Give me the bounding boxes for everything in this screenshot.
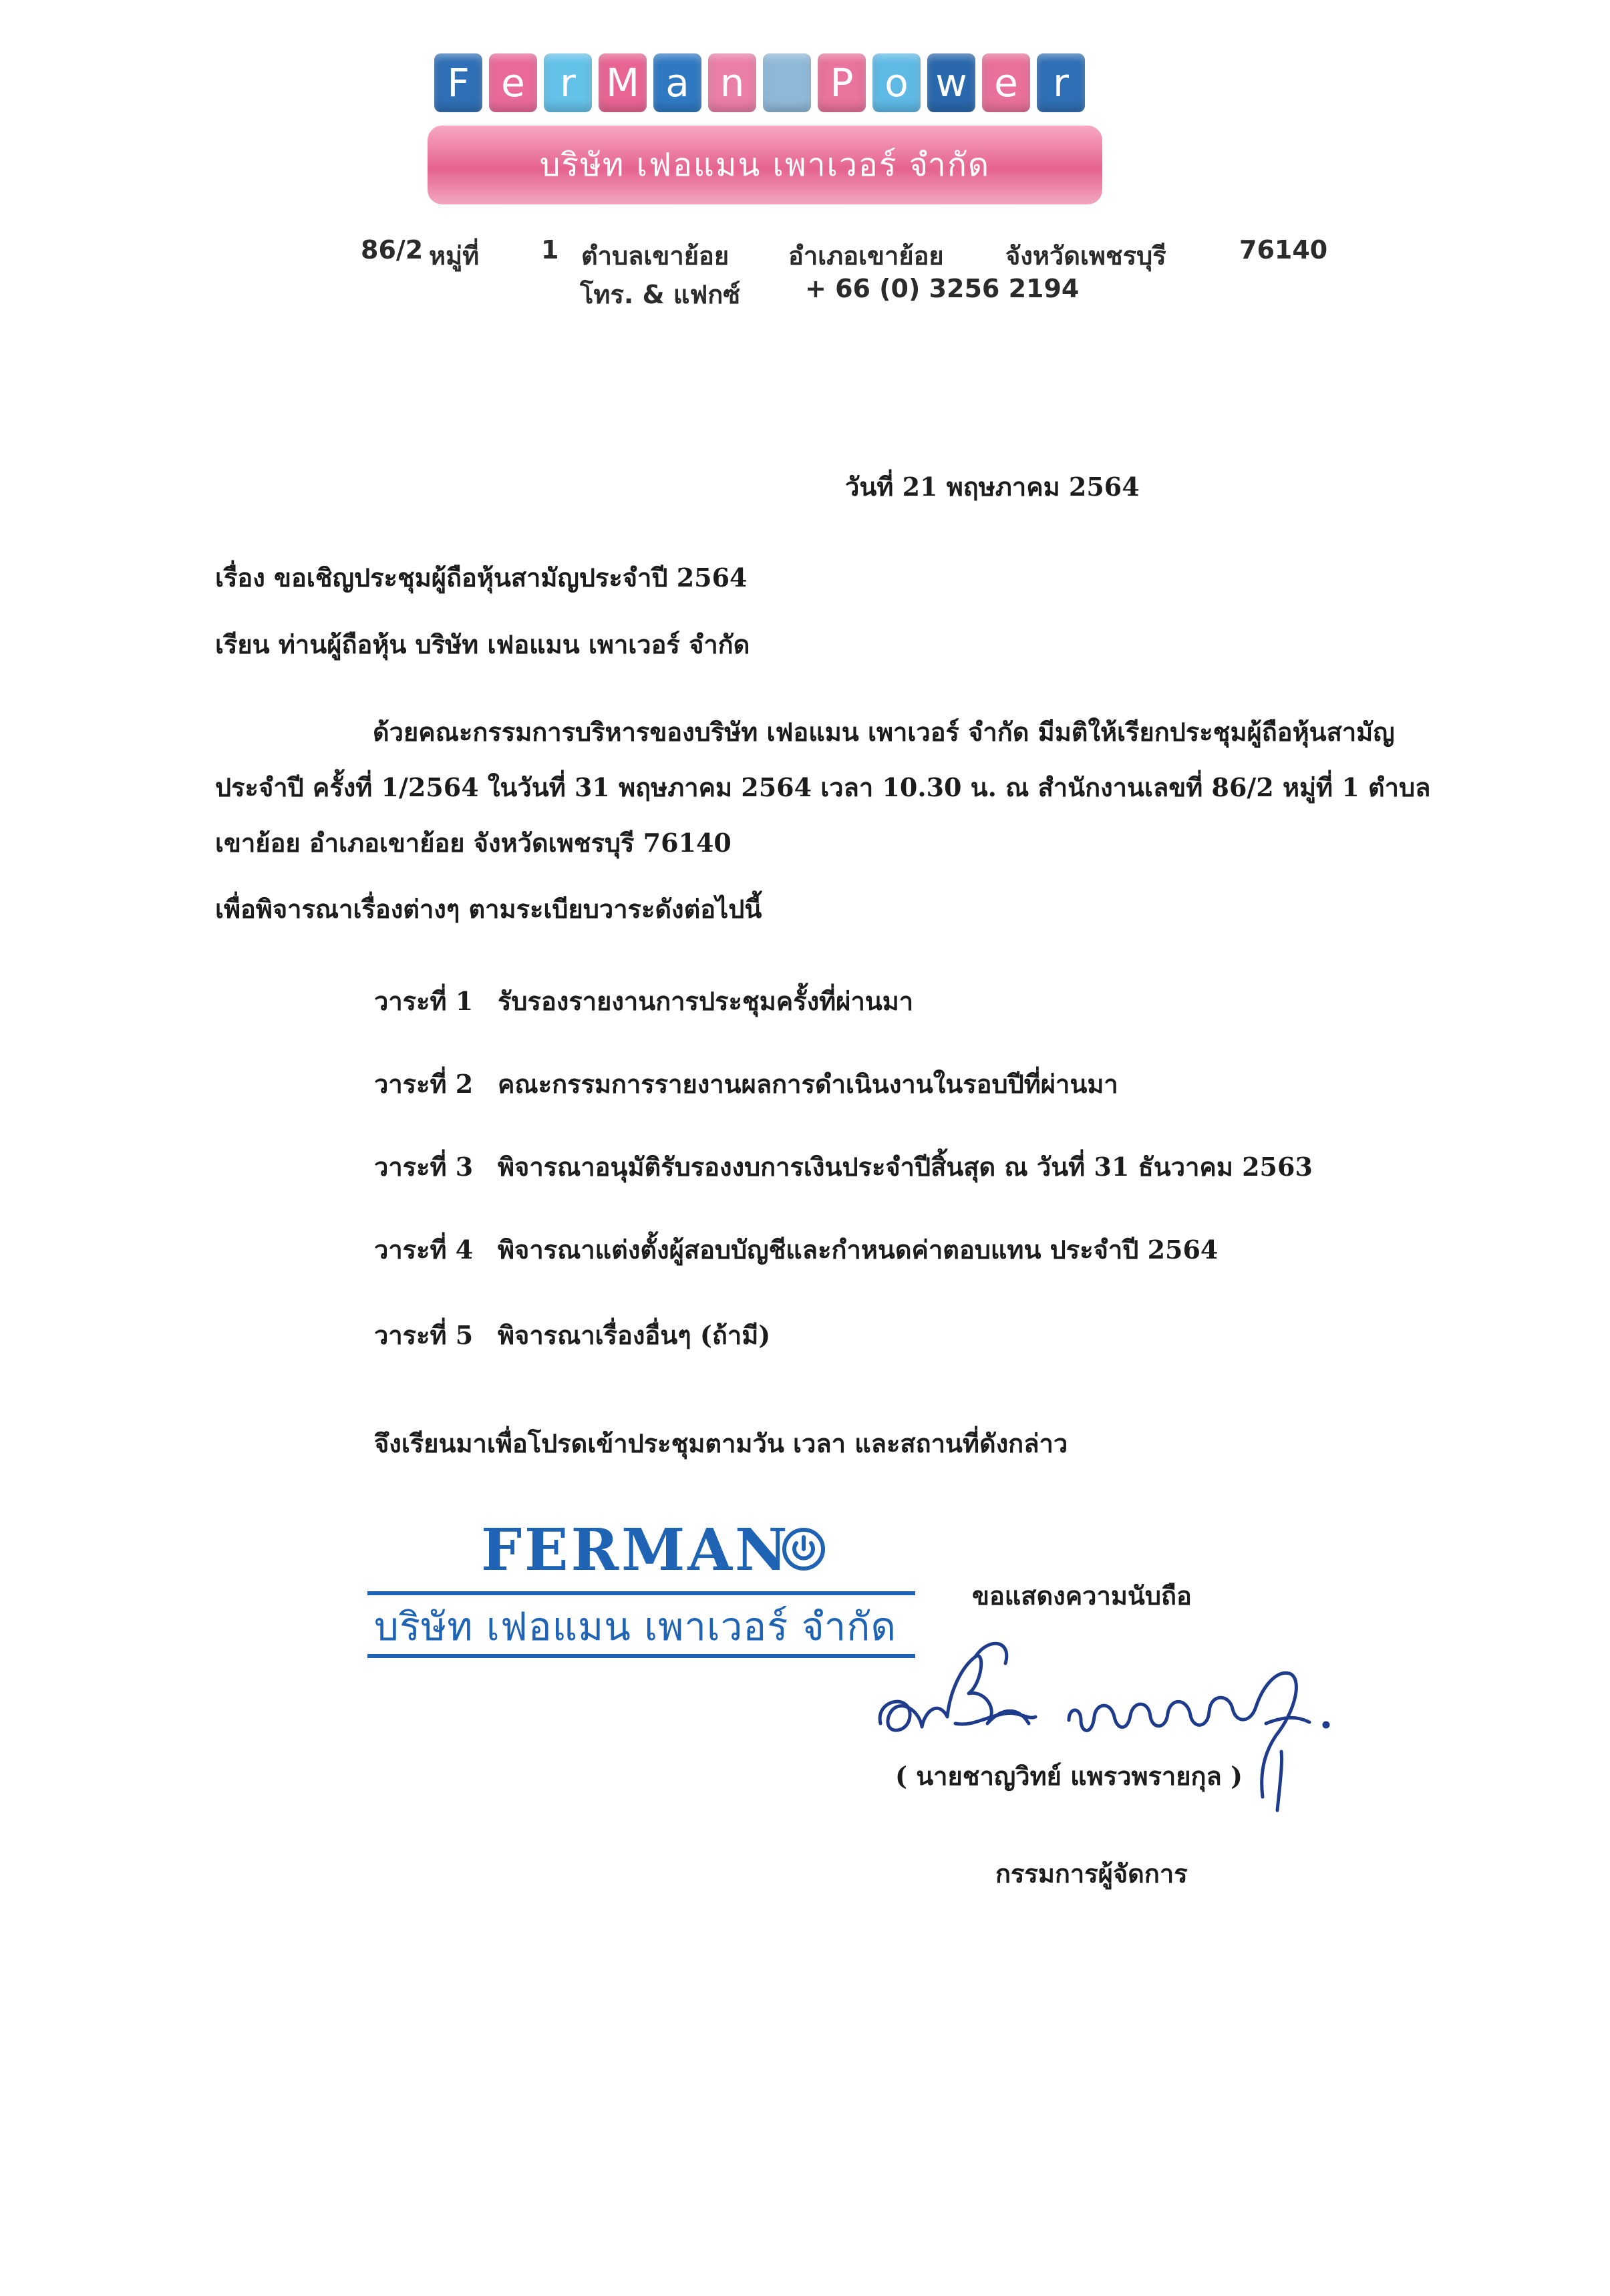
letter-recipient: เรียน ท่านผู้ถือหุ้น บริษัท เฟอแมน เพาเวอร์ จำกัด xyxy=(215,629,750,659)
address-moo: 1 xyxy=(541,235,559,265)
company-stamp xyxy=(367,1516,922,1670)
letter-subject: เรื่อง ขอเชิญประชุมผู้ถือหุ้นสามัญประจำปี 2564 xyxy=(215,562,748,593)
contact-label: โทร. & แฟกซ์ xyxy=(580,280,741,309)
logo-letter-tile: e xyxy=(489,53,537,112)
closing-sentence: จึงเรียนมาเพื่อโปรดเข้าประชุมตามวัน เวลา และสถานที่ดังกล่าว xyxy=(374,1428,1068,1458)
handwritten-signature xyxy=(868,1556,1349,1850)
agenda-label: วาระที่ 1 xyxy=(374,986,474,1016)
address-district: อำเภอเขาย้อย xyxy=(788,241,944,271)
logo-company-name: บริษัท เฟอแมน เพาเวอร์ จำกัด xyxy=(428,126,1102,204)
address-subdistrict: ตำบลเขาย้อย xyxy=(581,241,730,271)
body-line: เขาย้อย อำเภอเขาย้อย จังหวัดเพชรบุรี 76140 xyxy=(215,828,732,858)
signer-name: ( นายชาญวิทย์ แพรวพรายกุล ) xyxy=(895,1761,1243,1791)
regards: ขอแสดงความนับถือ xyxy=(972,1581,1192,1611)
stamp-brand: FERMAN xyxy=(481,1516,790,1584)
logo-letter-tiles xyxy=(434,53,1096,120)
agenda-label: วาระที่ 5 xyxy=(374,1320,474,1350)
logo-letter-tile: n xyxy=(708,53,756,112)
agenda-text: คณะกรรมการรายงานผลการดำเนินงานในรอบปีที่ผ่านมา xyxy=(498,1069,1118,1099)
logo-letter-tile xyxy=(763,53,811,112)
address-moo-label: หมู่ที่ xyxy=(429,241,480,271)
stamp-rule xyxy=(367,1654,915,1658)
stamp-company-name: บริษัท เฟอแมน เพาเวอร์ จำกัด xyxy=(374,1604,897,1649)
body-line: ประจำปี ครั้งที่ 1/2564 ในวันที่ 31 พฤษภาคม 2564 เวลา 10.30 น. ณ สำนักงานเลขที่ 86/2 หมู่ที่ 1 ตำบล xyxy=(215,772,1431,802)
agenda-text: พิจารณาแต่งตั้งผู้สอบบัญชีและกำหนดค่าตอบแทน ประจำปี 2564 xyxy=(498,1235,1219,1265)
power-icon xyxy=(782,1527,826,1571)
logo-letter-tile: w xyxy=(927,53,975,112)
agenda-text: พิจารณาเรื่องอื่นๆ (ถ้ามี) xyxy=(498,1320,771,1350)
agenda-label: วาระที่ 4 xyxy=(374,1235,474,1265)
agenda-text: รับรองรายงานการประชุมครั้งที่ผ่านมา xyxy=(498,986,914,1016)
letter-date: วันที่ 21 พฤษภาคม 2564 xyxy=(845,472,1140,502)
logo-letter-tile: P xyxy=(818,53,866,112)
signer-title: กรรมการผู้จัดการ xyxy=(995,1858,1188,1889)
logo-letter-tile: o xyxy=(872,53,921,112)
agenda-label: วาระที่ 2 xyxy=(374,1069,474,1099)
logo-letter-tile: r xyxy=(1037,53,1085,112)
address-postcode: 76140 xyxy=(1239,235,1328,265)
logo-letter-tile: e xyxy=(982,53,1030,112)
agenda-intro: เพื่อพิจารณาเรื่องต่างๆ ตามระเบียบวาระดังต่อไปนี้ xyxy=(215,894,762,924)
logo-letter-tile: r xyxy=(544,53,592,112)
logo-letter-tile: M xyxy=(599,53,647,112)
company-logo xyxy=(428,47,1102,207)
address-house-no: 86/2 xyxy=(361,235,424,265)
agenda-text: พิจารณาอนุมัติรับรองงบการเงินประจำปีสิ้นสุด ณ วันที่ 31 ธันวาคม 2563 xyxy=(498,1152,1313,1182)
agenda-label: วาระที่ 3 xyxy=(374,1152,474,1182)
contact-phone: + 66 (0) 3256 2194 xyxy=(805,274,1080,303)
address-province: จังหวัดเพชรบุรี xyxy=(1005,241,1166,271)
logo-letter-tile: a xyxy=(653,53,701,112)
body-line: ด้วยคณะกรรมการบริหารของบริษัท เฟอแมน เพาเวอร์ จำกัด มีมติให้เรียกประชุมผู้ถือหุ้นสามัญ xyxy=(373,717,1395,747)
logo-letter-tile: F xyxy=(434,53,482,112)
